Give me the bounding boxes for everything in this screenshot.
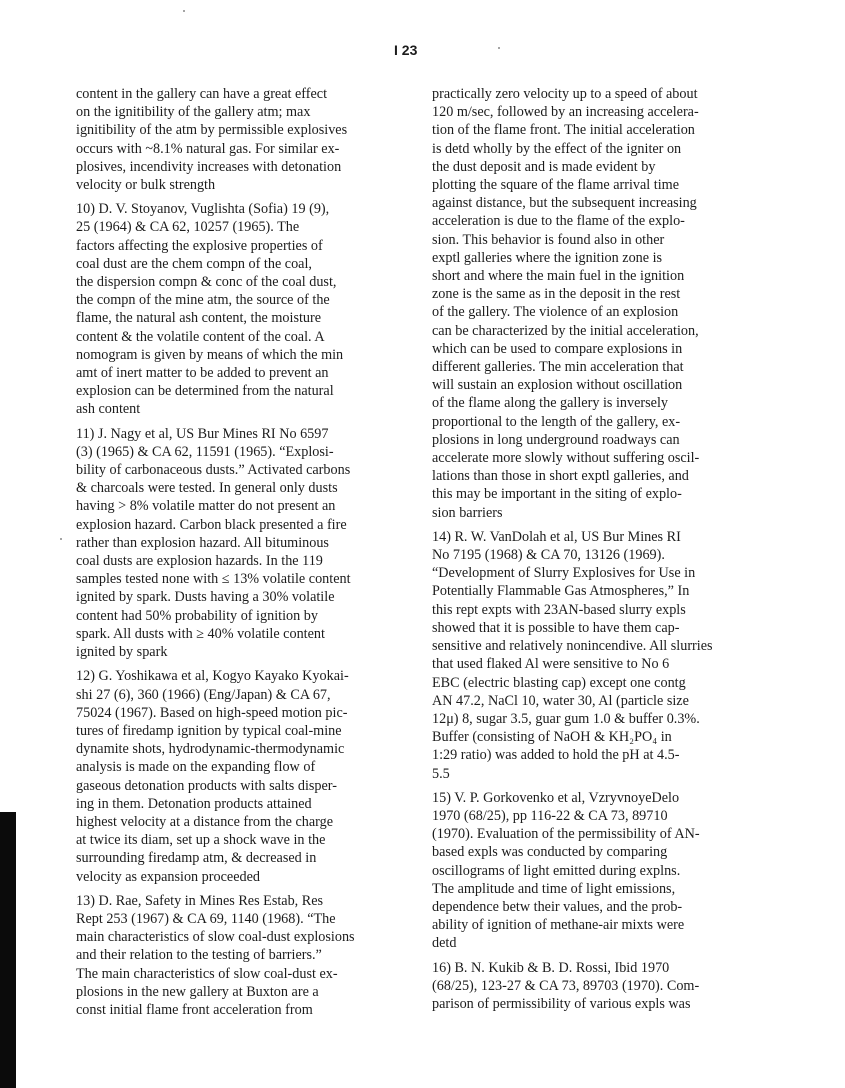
text-line: the dust deposit and is made evident by bbox=[432, 158, 656, 175]
text-line: this may be important in the siting of explo- bbox=[432, 486, 682, 503]
text-line: highest velocity at a distance from the charge bbox=[76, 813, 333, 830]
text-line: is detd wholly by the effect of the igniter on bbox=[432, 140, 682, 157]
text-line: 12) G. Yoshikawa et al, Kogyo Kayako Kyokai- bbox=[76, 668, 349, 685]
text-line: showed that it is possible to have them cap- bbox=[432, 619, 680, 636]
text-line: tion of the flame front. The initial acceleration bbox=[432, 122, 695, 139]
text-line: having > 8% volatile matter do not present an bbox=[76, 498, 336, 515]
text-line: (3) (1965) & CA 62, 11591 (1965). “Explosi- bbox=[76, 443, 334, 460]
text-line: content had 50% probability of ignition by bbox=[76, 607, 318, 624]
paragraph-ref14 bbox=[432, 528, 737, 783]
text-line: Potentially Flammable Gas Atmospheres,” In bbox=[432, 583, 690, 600]
paragraph-cont13 bbox=[432, 85, 737, 522]
text-line: (68/25), 123-27 & CA 73, 89703 (1970). Com- bbox=[432, 977, 700, 994]
text-line: samples tested none with ≤ 13% volatile content bbox=[76, 571, 351, 588]
text-line: dependence betw their values, and the prob- bbox=[432, 898, 683, 915]
text-line: velocity as expansion proceeded bbox=[76, 868, 260, 885]
text-line: 13) D. Rae, Safety in Mines Res Estab, Res bbox=[76, 892, 324, 909]
right-column bbox=[432, 85, 737, 1019]
text-line: exptl galleries where the ignition zone is bbox=[432, 249, 663, 266]
text-line: ing in them. Detonation products attained bbox=[76, 795, 312, 812]
text-line: acceleration is due to the flame of the explo- bbox=[432, 213, 685, 230]
text-line: AN 47.2, NaCl 10, water 30, Al (particle size bbox=[432, 692, 689, 709]
text-line: flame, the natural ash content, the moisture bbox=[76, 310, 322, 327]
text-line: content in the gallery can have a great effect bbox=[76, 86, 328, 102]
text-line: rather than explosion hazard. All bituminous bbox=[76, 534, 329, 551]
text-line: plosions in long underground roadways can bbox=[432, 431, 680, 448]
text-line: lations than those in short exptl galleries, and bbox=[432, 468, 689, 485]
text-line: const initial flame front acceleration from bbox=[76, 1001, 313, 1018]
scan-speck bbox=[498, 47, 500, 49]
text-line: 120 m/sec, followed by an increasing accelera- bbox=[432, 104, 699, 121]
text-line: and their relation to the testing of barriers.” bbox=[76, 947, 322, 964]
text-line: gaseous detonation products with salts disper- bbox=[76, 777, 337, 794]
text-line: accelerate more slowly without suffering oscil- bbox=[432, 450, 700, 467]
text-line: sion barriers bbox=[432, 504, 503, 521]
text-line: 1970 (68/25), pp 116-22 & CA 73, 89710 bbox=[432, 807, 668, 824]
text-line: spark. All dusts with ≥ 40% volatile content bbox=[76, 625, 325, 642]
text-line: against distance, but the subsequent increasing bbox=[432, 195, 697, 212]
scan-speck bbox=[183, 10, 185, 12]
page-number: I 23 bbox=[394, 42, 418, 58]
text-line: tures of firedamp ignition by typical coal-mine bbox=[76, 722, 342, 739]
text-line: of the flame along the gallery is inversely bbox=[432, 395, 668, 412]
text-line: sensitive and relatively nonincendive. All slurries bbox=[432, 638, 713, 655]
text-line: Buffer (consisting of NaOH & KH₂PO₄ in bbox=[432, 729, 672, 746]
text-line: 5.5 bbox=[432, 765, 450, 782]
text-line: plotting the square of the flame arrival time bbox=[432, 177, 680, 194]
text-line: 15) V. P. Gorkovenko et al, VzryvnoyeDelo bbox=[432, 789, 680, 806]
text-line: bility of carbonaceous dusts.” Activated carbons bbox=[76, 462, 351, 479]
text-line: based expls was conducted by comparing bbox=[432, 844, 668, 861]
text-line: The amplitude and time of light emissions, bbox=[432, 880, 676, 897]
text-line: analysis is made on the expanding flow of bbox=[76, 759, 316, 776]
text-line: short and where the main fuel in the ignition bbox=[432, 268, 685, 285]
text-line: ignited by spark. Dusts having a 30% volatile bbox=[76, 589, 335, 606]
text-line: Rept 253 (1967) & CA 69, 1140 (1968). “The bbox=[76, 910, 336, 927]
text-line: (1970). Evaluation of the permissibility of AN- bbox=[432, 826, 700, 843]
scan-speck bbox=[60, 538, 62, 540]
text-line: 25 (1964) & CA 62, 10257 (1965). The bbox=[76, 219, 300, 236]
text-line: shi 27 (6), 360 (1966) (Eng/Japan) & CA 67, bbox=[76, 686, 331, 703]
text-line: parison of permissibility of various expls was bbox=[432, 995, 691, 1012]
text-line: explosion hazard. Carbon black presented a fire bbox=[76, 516, 347, 533]
text-line: zone is the same as in the deposit in the rest bbox=[432, 286, 681, 303]
paragraph-ref11 bbox=[76, 425, 386, 662]
paragraph-ref16 bbox=[432, 959, 737, 1014]
text-line: will sustain an explosion without oscillation bbox=[432, 377, 683, 394]
text-line: practically zero velocity up to a speed of about bbox=[432, 86, 698, 102]
text-line: ability of ignition of methane-air mixts were bbox=[432, 917, 685, 934]
text-line: 16) B. N. Kukib & B. D. Rossi, Ibid 1970 bbox=[432, 959, 670, 976]
text-line: ignited by spark bbox=[76, 644, 168, 661]
text-line: main characteristics of slow coal-dust explosions bbox=[76, 929, 355, 946]
text-line: content & the volatile content of the coal. A bbox=[76, 328, 325, 345]
text-line: of the gallery. The violence of an explosion bbox=[432, 304, 679, 321]
text-line: ash content bbox=[76, 401, 141, 418]
text-line: & charcoals were tested. In general only dusts bbox=[76, 480, 338, 497]
text-line: 10) D. V. Stoyanov, Vuglishta (Sofia) 19 (9), bbox=[76, 201, 330, 218]
text-line: explosion can be determined from the natural bbox=[76, 383, 334, 400]
left-column bbox=[76, 85, 386, 1025]
text-line: coal dusts are explosion hazards. In the 119 bbox=[76, 553, 323, 570]
text-line: detd bbox=[432, 935, 457, 952]
text-line: the compn of the mine atm, the source of the bbox=[76, 292, 330, 309]
text-line: amt of inert matter to be added to prevent an bbox=[76, 365, 329, 382]
text-line: coal dust are the chem compn of the coal, bbox=[76, 255, 312, 272]
text-line: the dispersion compn & conc of the coal dust, bbox=[76, 274, 337, 291]
text-line: EBC (electric blasting cap) except one contg bbox=[432, 674, 686, 691]
text-line: plosions in the new gallery at Buxton are a bbox=[76, 983, 319, 1000]
text-line: occurs with ~8.1% natural gas. For similar ex- bbox=[76, 140, 340, 157]
scan-edge-bar bbox=[0, 812, 16, 1088]
paragraph-ref10 bbox=[76, 200, 386, 418]
text-line: ignitibility of the atm by permissible explosives bbox=[76, 122, 348, 139]
text-line: velocity or bulk strength bbox=[76, 177, 216, 194]
text-line: surrounding firedamp atm, & decreased in bbox=[76, 850, 317, 867]
paragraph-ref13 bbox=[76, 892, 386, 1019]
text-line: oscillograms of light emitted during explns. bbox=[432, 862, 681, 879]
text-line: The main characteristics of slow coal-dust ex- bbox=[76, 965, 338, 982]
text-line: factors affecting the explosive properties of bbox=[76, 237, 323, 254]
text-line: this rept expts with 23AN-based slurry expls bbox=[432, 601, 686, 618]
text-line: at twice its diam, set up a shock wave in the bbox=[76, 832, 326, 849]
paragraph-cont bbox=[76, 85, 386, 194]
text-line: nomogram is given by means of which the min bbox=[76, 346, 344, 363]
text-line: different galleries. The min acceleration that bbox=[432, 359, 684, 376]
text-line: sion. This behavior is found also in other bbox=[432, 231, 665, 248]
paragraph-ref12 bbox=[76, 667, 386, 885]
text-line: “Development of Slurry Explosives for Use in bbox=[432, 565, 696, 582]
text-line: on the ignitibility of the gallery atm; max bbox=[76, 104, 311, 121]
text-line: dynamite shots, hydrodynamic-thermodynamic bbox=[76, 741, 345, 758]
paragraph-ref15 bbox=[432, 789, 737, 953]
text-line: 11) J. Nagy et al, US Bur Mines RI No 6597 bbox=[76, 425, 329, 442]
text-line: 12μ) 8, sugar 3.5, guar gum 1.0 & buffer 0.3%. bbox=[432, 710, 700, 727]
text-line: can be characterized by the initial acceleration, bbox=[432, 322, 699, 339]
text-line: 14) R. W. VanDolah et al, US Bur Mines RI bbox=[432, 528, 681, 545]
text-line: 75024 (1967). Based on high-speed motion pic- bbox=[76, 704, 348, 721]
text-line: which can be used to compare explosions in bbox=[432, 340, 683, 357]
text-line: No 7195 (1968) & CA 70, 13126 (1969). bbox=[432, 547, 665, 564]
text-line: proportional to the length of the gallery, ex- bbox=[432, 413, 681, 430]
text-line: plosives, incendivity increases with detonation bbox=[76, 158, 342, 175]
text-line: that used flaked Al were sensitive to No 6 bbox=[432, 656, 670, 673]
text-line: 1:29 ratio) was added to hold the pH at 4.5- bbox=[432, 747, 680, 764]
